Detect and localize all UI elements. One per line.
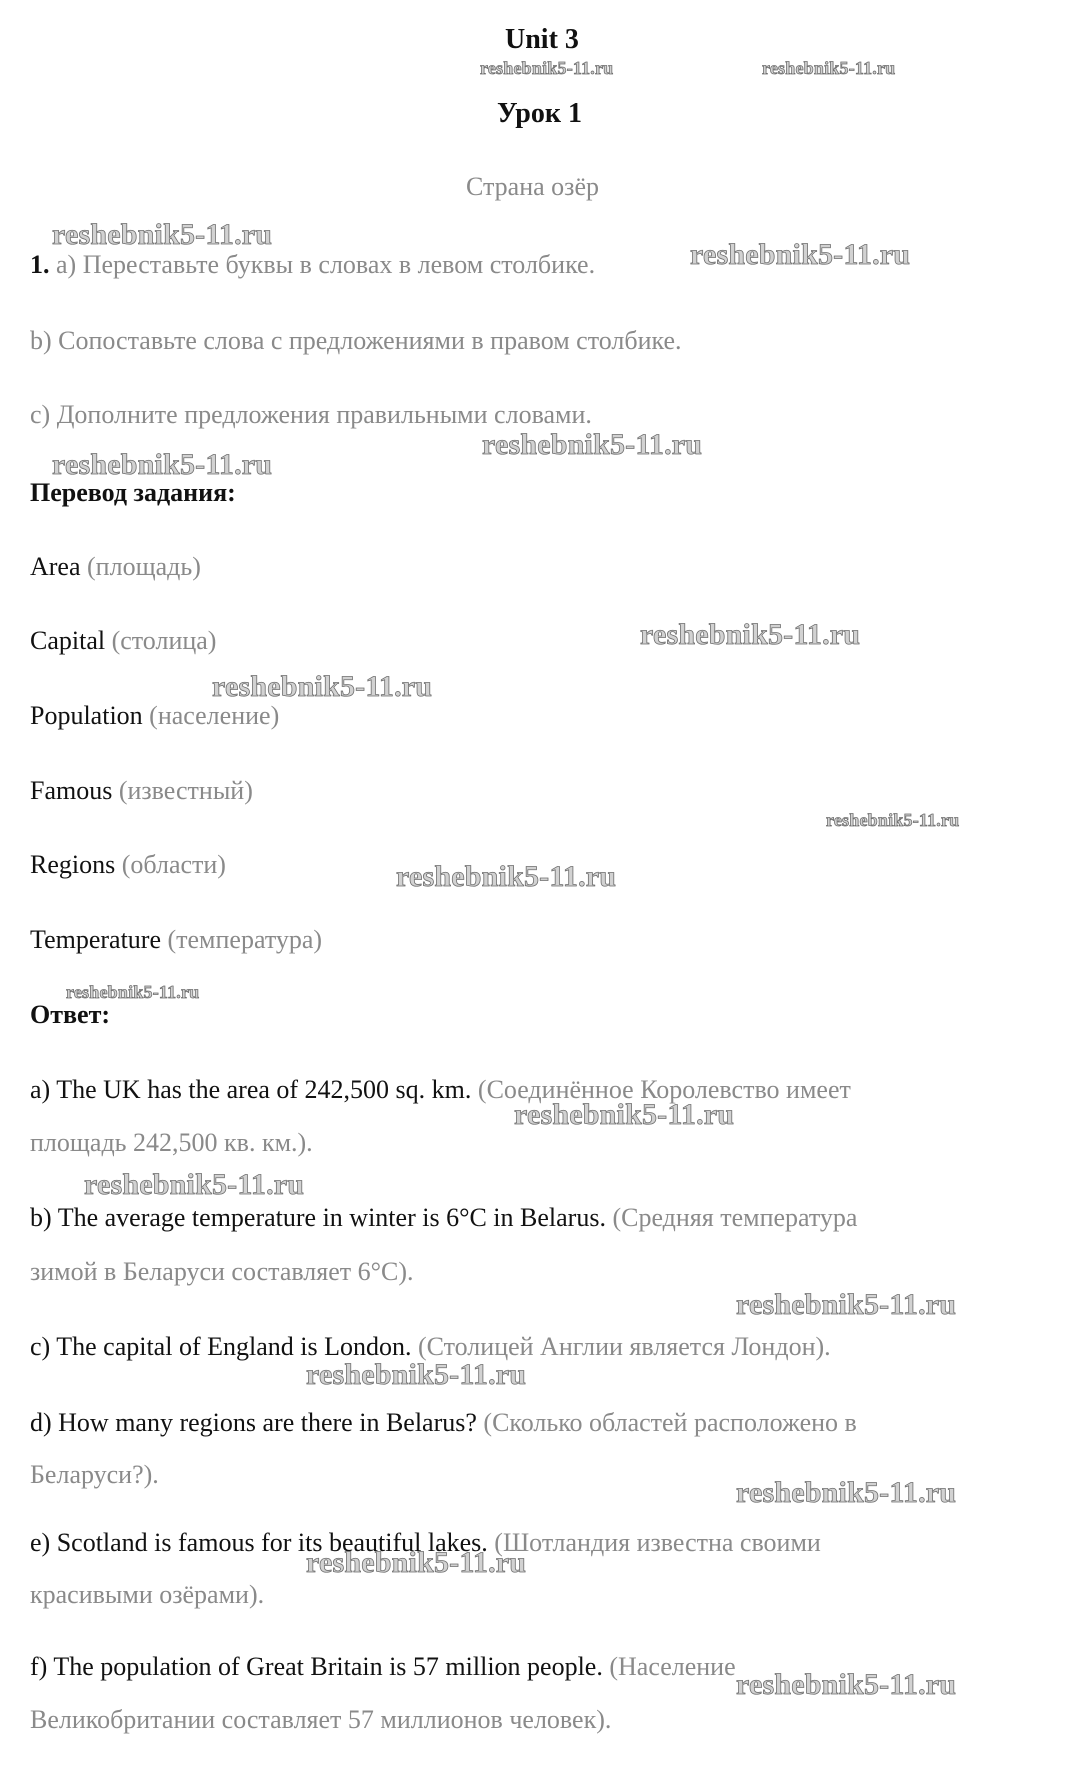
watermark: reshebnik5-11.ru [736,1668,957,1701]
answer-ru: (Соединённое Королевство имеет [477,1075,851,1104]
answer-ru: (Столицей Англии является Лондон). [417,1332,831,1361]
task-a-text: a) Переставьте буквы в словах в левом столбике. [56,250,596,279]
word-en: Famous [30,776,113,805]
word-en: Area [30,552,81,581]
word-ru: (столица) [111,626,217,655]
watermark: reshebnik5-11.ru [84,1168,305,1201]
word-row [30,925,322,955]
answer-line [30,1203,857,1233]
translation-heading: Перевод задания: [30,478,236,507]
answer-en: d) How many regions are there in Belarus? [30,1408,477,1437]
word-en: Temperature [30,925,161,954]
answer-line [30,1652,736,1682]
task-number: 1. [30,250,50,279]
word-row [30,850,226,880]
watermark: reshebnik5-11.ru [514,1098,735,1131]
word-row [30,626,216,656]
word-en: Population [30,701,143,730]
watermark: reshebnik5-11.ru [690,238,911,271]
watermark: reshebnik5-11.ru [306,1546,527,1579]
answer-line [30,1408,857,1438]
watermark: reshebnik5-11.ru [640,618,861,651]
word-ru: (известный) [118,776,253,805]
watermark: reshebnik5-11.ru [826,810,960,830]
watermark: reshebnik5-11.ru [736,1476,957,1509]
watermark: reshebnik5-11.ru [396,860,617,893]
watermark: reshebnik5-11.ru [762,58,896,78]
answer-ru: (Средняя температура [612,1203,858,1232]
answer-en: b) The average temperature in winter is 6°C in Belarus. [30,1203,606,1232]
answer-ru-cont: Великобритании составляет 57 миллионов человек). [30,1705,612,1734]
task-b: b) Сопоставьте слова с предложениями в правом столбике. [30,326,682,355]
answer-ru-cont: площадь 242,500 кв. км.). [30,1128,313,1157]
task-a [30,250,595,280]
word-ru: (площадь) [87,552,201,581]
word-ru: (температура) [167,925,323,954]
answer-ru: (Шотландия известна своими [494,1528,821,1557]
word-row [30,552,201,582]
watermark: reshebnik5-11.ru [52,448,273,481]
watermark: reshebnik5-11.ru [480,58,614,78]
answer-ru-cont: Беларуси?). [30,1460,159,1489]
answer-ru: (Население [609,1652,736,1681]
answer-en: e) Scotland is famous for its beautiful lakes. [30,1528,488,1557]
task-c: c) Дополните предложения правильными словами. [30,400,592,429]
lesson-subtitle: Страна озёр [466,172,599,201]
watermark: reshebnik5-11.ru [212,670,433,703]
unit-title: Unit 3 [505,24,579,55]
word-en: Regions [30,850,116,879]
answer-en: c) The capital of England is London. [30,1332,412,1361]
word-row [30,776,253,806]
watermark: reshebnik5-11.ru [736,1288,957,1321]
lesson-title: Урок 1 [497,98,582,129]
watermark: reshebnik5-11.ru [52,218,273,251]
word-row [30,701,279,731]
answer-heading: Ответ: [30,1000,111,1029]
watermark: reshebnik5-11.ru [482,428,703,461]
answer-en: f) The population of Great Britain is 57 million people. [30,1652,603,1681]
answer-ru-cont: зимой в Беларуси составляет 6°C). [30,1257,414,1286]
word-ru: (области) [121,850,226,879]
answer-ru: (Сколько областей расположено в [483,1408,857,1437]
watermark: reshebnik5-11.ru [66,982,200,1002]
word-en: Capital [30,626,106,655]
word-ru: (население) [149,701,280,730]
answer-ru-cont: красивыми озёрами). [30,1580,265,1609]
answer-en: a) The UK has the area of 242,500 sq. km. [30,1075,472,1104]
watermark: reshebnik5-11.ru [306,1358,527,1391]
